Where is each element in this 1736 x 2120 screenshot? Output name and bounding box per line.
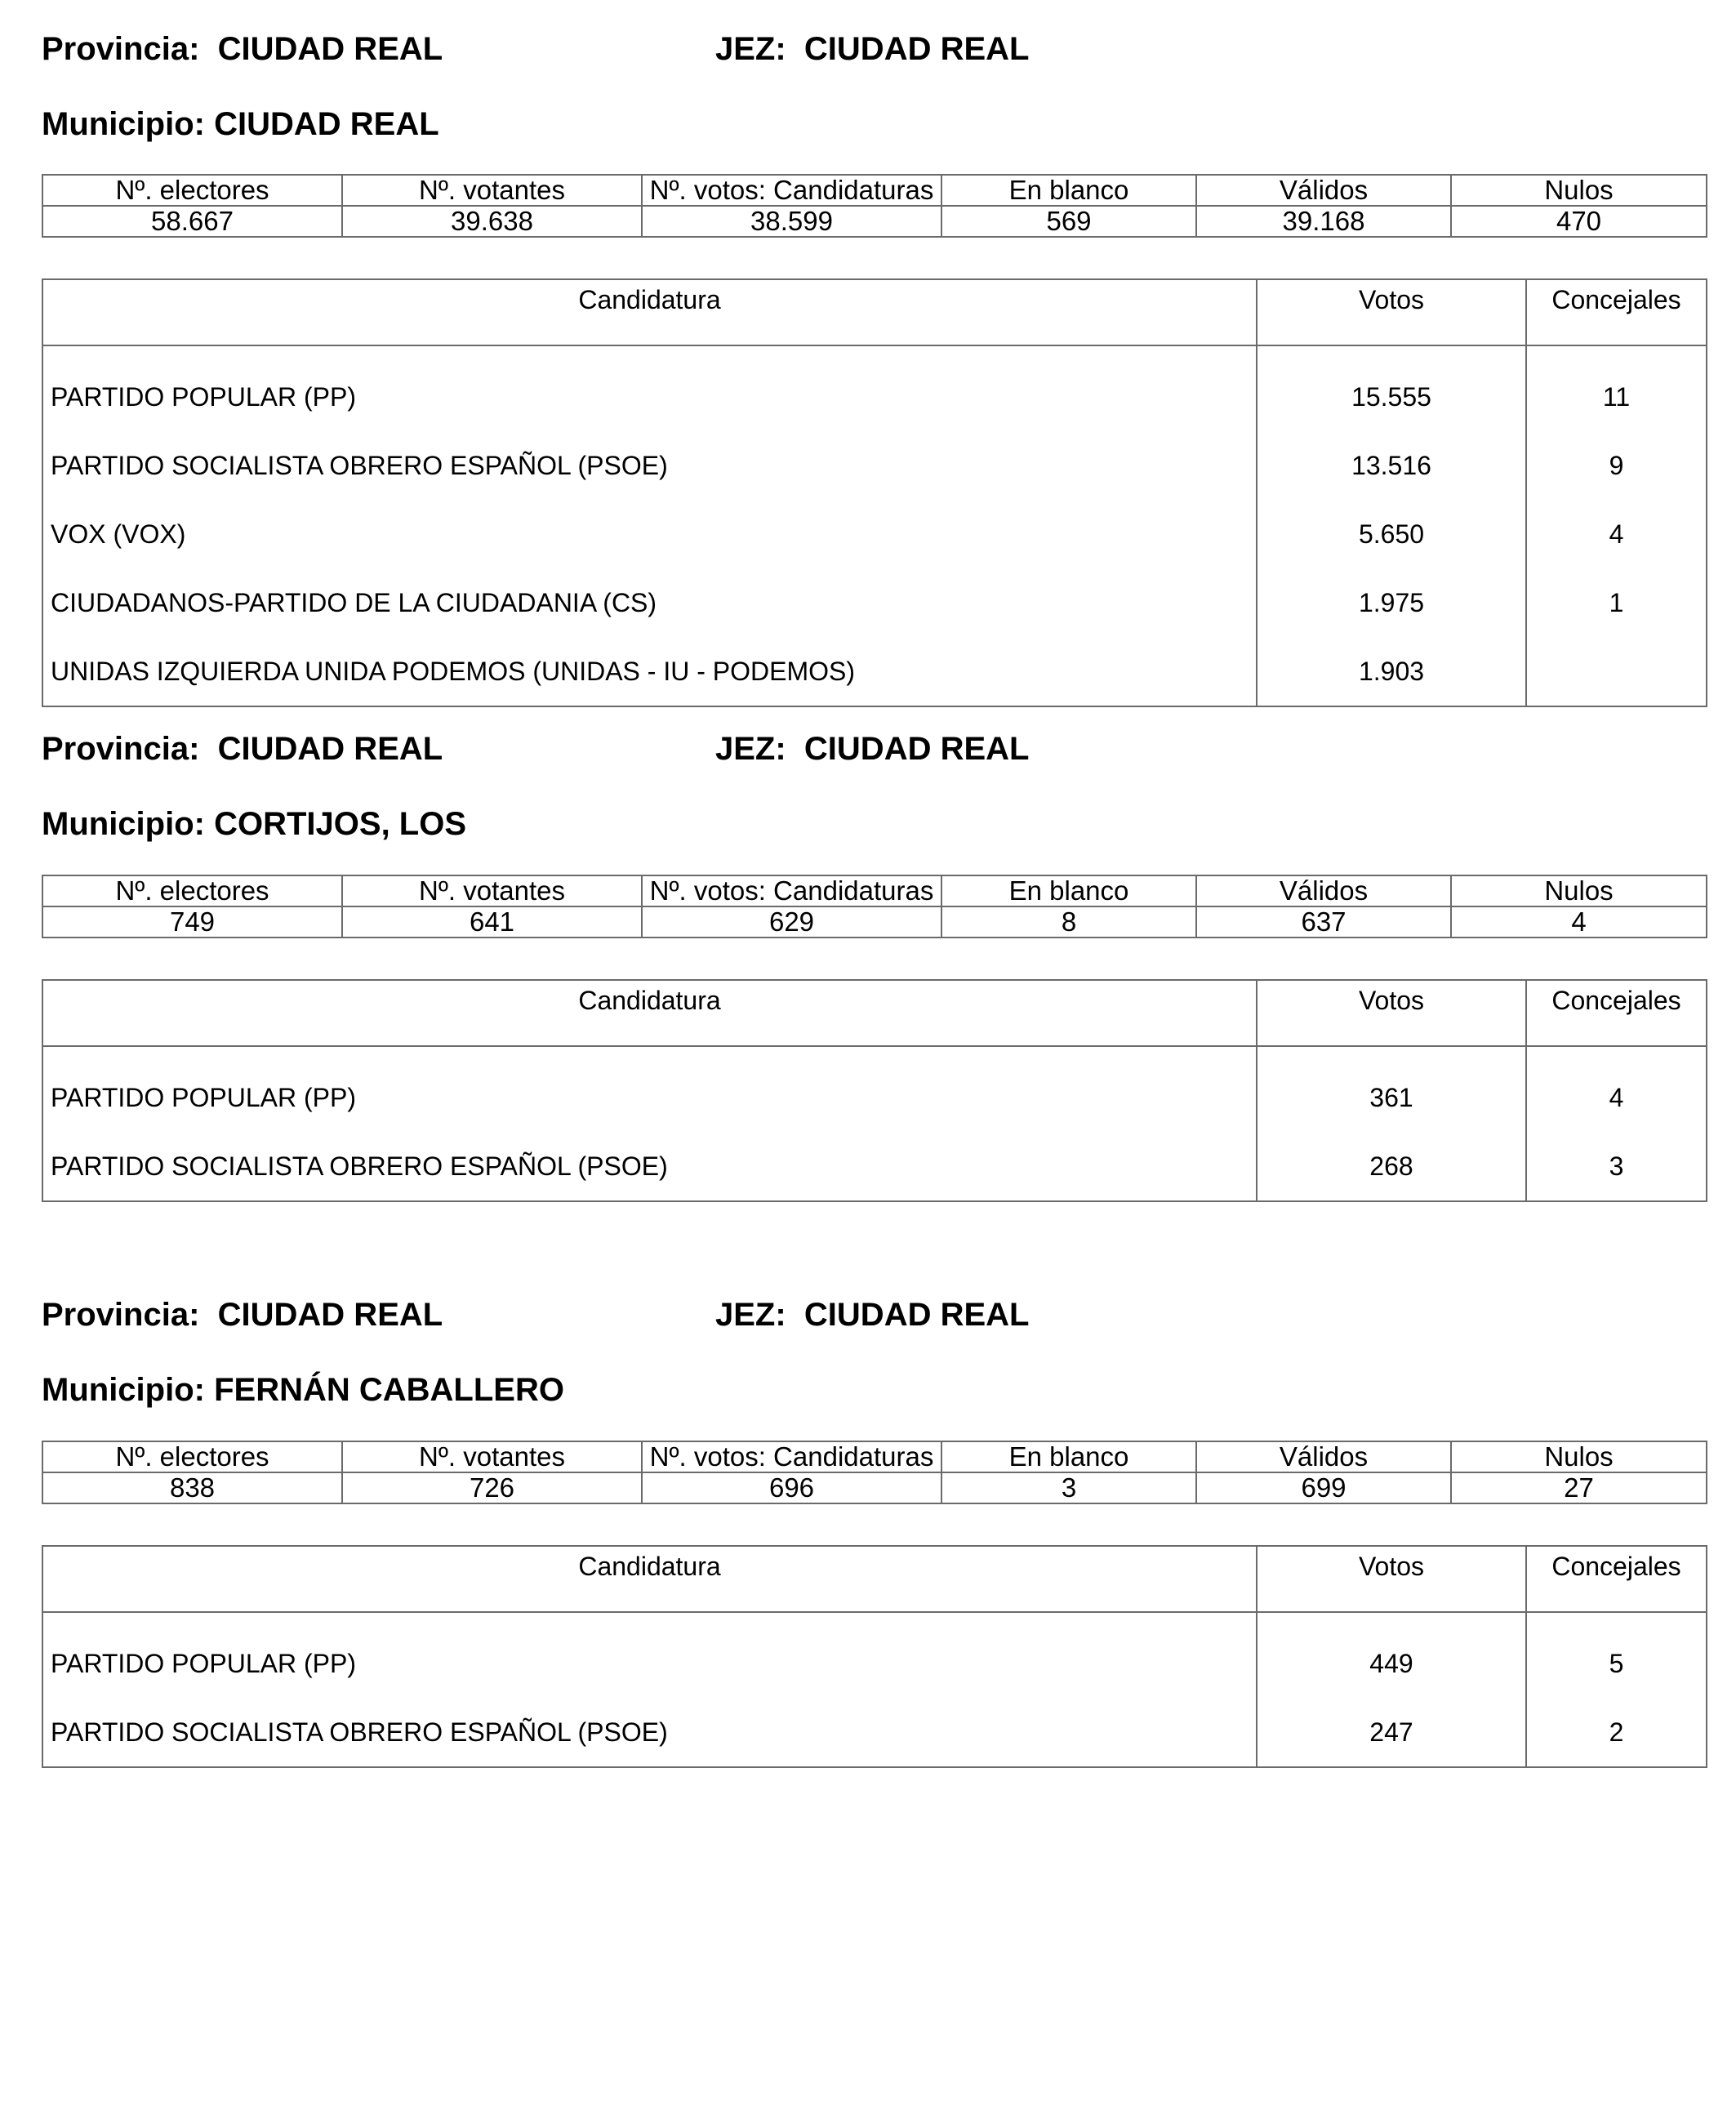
table-row — [42, 500, 1707, 568]
candidatura-name: CIUDADANOS-PARTIDO DE LA CIUDADANIA (CS) — [42, 568, 1257, 637]
summary-header-row — [42, 875, 1707, 906]
jez-label: JEZ: — [715, 1297, 786, 1333]
header-concejales: Concejales — [1526, 1546, 1707, 1612]
votos-value: 1.975 — [1257, 568, 1526, 637]
value-electores: 838 — [42, 1472, 342, 1503]
concejales-value: 9 — [1526, 431, 1707, 500]
header-electores: Nº. electores — [42, 1441, 342, 1472]
results-header-row — [42, 1546, 1707, 1612]
summary-value-row — [42, 1472, 1707, 1503]
value-nulos: 27 — [1451, 1472, 1707, 1503]
votos-value: 268 — [1257, 1132, 1526, 1201]
results-table — [42, 1545, 1707, 1768]
jez-heading — [715, 33, 1029, 65]
header-validos: Válidos — [1196, 875, 1451, 906]
value-votantes: 641 — [342, 906, 642, 938]
header-votos: Votos — [1257, 980, 1526, 1046]
municipio-value: FERNÁN CABALLERO — [214, 1372, 564, 1408]
summary-table — [42, 875, 1707, 938]
results-header-row — [42, 980, 1707, 1046]
municipio-value: CIUDAD REAL — [214, 106, 439, 142]
jez-label: JEZ: — [715, 31, 786, 67]
header-en-blanco: En blanco — [941, 175, 1196, 206]
table-row — [42, 1046, 1707, 1132]
table-row — [42, 1132, 1707, 1201]
votos-value: 449 — [1257, 1612, 1526, 1698]
concejales-value: 3 — [1526, 1132, 1707, 1201]
table-row — [42, 1698, 1707, 1767]
table-row — [42, 345, 1707, 431]
value-validos: 39.168 — [1196, 206, 1451, 237]
value-votantes: 726 — [342, 1472, 642, 1503]
value-electores: 749 — [42, 906, 342, 938]
summary-table — [42, 174, 1707, 238]
provincia-heading — [42, 33, 443, 65]
concejales-value: 4 — [1526, 1046, 1707, 1132]
header-nulos: Nulos — [1451, 1441, 1707, 1472]
summary-table — [42, 1441, 1707, 1504]
provincia-heading — [42, 1298, 443, 1331]
jez-value: CIUDAD REAL — [803, 731, 1030, 767]
votos-value: 361 — [1257, 1046, 1526, 1132]
votos-value: 13.516 — [1257, 431, 1526, 500]
concejales-value: 2 — [1526, 1698, 1707, 1767]
concejales-value: 5 — [1526, 1612, 1707, 1698]
provincia-heading — [42, 733, 443, 765]
value-votantes: 39.638 — [342, 206, 642, 237]
municipio-heading — [42, 808, 466, 840]
header-electores: Nº. electores — [42, 175, 342, 206]
header-votos-candidaturas: Nº. votos: Candidaturas — [642, 175, 941, 206]
summary-value-row — [42, 206, 1707, 237]
candidatura-name: UNIDAS IZQUIERDA UNIDA PODEMOS (UNIDAS - IU - PODEMOS) — [42, 637, 1257, 706]
municipio-heading — [42, 108, 439, 140]
header-nulos: Nulos — [1451, 175, 1707, 206]
value-en-blanco: 8 — [941, 906, 1196, 938]
municipio-label: Municipio: — [42, 1372, 205, 1408]
candidatura-name: PARTIDO POPULAR (PP) — [42, 1612, 1257, 1698]
header-concejales: Concejales — [1526, 279, 1707, 345]
municipio-label: Municipio: — [42, 806, 205, 842]
jez-heading — [715, 1298, 1029, 1331]
header-votos: Votos — [1257, 1546, 1526, 1612]
votos-value: 15.555 — [1257, 345, 1526, 431]
concejales-value — [1526, 637, 1707, 706]
header-candidatura: Candidatura — [42, 980, 1257, 1046]
header-votantes: Nº. votantes — [342, 175, 642, 206]
header-validos: Válidos — [1196, 175, 1451, 206]
municipio-heading — [42, 1374, 564, 1406]
header-en-blanco: En blanco — [941, 875, 1196, 906]
table-row — [42, 637, 1707, 706]
value-nulos: 4 — [1451, 906, 1707, 938]
header-votantes: Nº. votantes — [342, 875, 642, 906]
candidatura-name: PARTIDO SOCIALISTA OBRERO ESPAÑOL (PSOE) — [42, 431, 1257, 500]
municipio-value: CORTIJOS, LOS — [214, 806, 467, 842]
provincia-value: CIUDAD REAL — [217, 1297, 443, 1333]
value-en-blanco: 569 — [941, 206, 1196, 237]
candidatura-name: VOX (VOX) — [42, 500, 1257, 568]
provincia-value: CIUDAD REAL — [217, 31, 443, 67]
header-candidatura: Candidatura — [42, 279, 1257, 345]
value-validos: 699 — [1196, 1472, 1451, 1503]
value-electores: 58.667 — [42, 206, 342, 237]
value-votos-candidaturas: 629 — [642, 906, 941, 938]
jez-value: CIUDAD REAL — [803, 1297, 1030, 1333]
results-table — [42, 278, 1707, 707]
concejales-value: 11 — [1526, 345, 1707, 431]
value-nulos: 470 — [1451, 206, 1707, 237]
summary-value-row — [42, 906, 1707, 938]
value-en-blanco: 3 — [941, 1472, 1196, 1503]
concejales-value: 4 — [1526, 500, 1707, 568]
candidatura-name: PARTIDO POPULAR (PP) — [42, 345, 1257, 431]
value-votos-candidaturas: 696 — [642, 1472, 941, 1503]
header-votos: Votos — [1257, 279, 1526, 345]
header-validos: Válidos — [1196, 1441, 1451, 1472]
candidatura-name: PARTIDO SOCIALISTA OBRERO ESPAÑOL (PSOE) — [42, 1132, 1257, 1201]
header-en-blanco: En blanco — [941, 1441, 1196, 1472]
header-nulos: Nulos — [1451, 875, 1707, 906]
header-electores: Nº. electores — [42, 875, 342, 906]
votos-value: 1.903 — [1257, 637, 1526, 706]
municipio-label: Municipio: — [42, 106, 205, 142]
jez-value: CIUDAD REAL — [803, 31, 1030, 67]
provincia-label: Provincia: — [42, 31, 200, 67]
header-candidatura: Candidatura — [42, 1546, 1257, 1612]
table-row — [42, 1612, 1707, 1698]
provincia-value: CIUDAD REAL — [217, 731, 443, 767]
jez-heading — [715, 733, 1029, 765]
concejales-value: 1 — [1526, 568, 1707, 637]
header-votos-candidaturas: Nº. votos: Candidaturas — [642, 1441, 941, 1472]
votos-value: 247 — [1257, 1698, 1526, 1767]
votos-value: 5.650 — [1257, 500, 1526, 568]
table-row — [42, 568, 1707, 637]
results-header-row — [42, 279, 1707, 345]
table-row — [42, 431, 1707, 500]
candidatura-name: PARTIDO POPULAR (PP) — [42, 1046, 1257, 1132]
candidatura-name: PARTIDO SOCIALISTA OBRERO ESPAÑOL (PSOE) — [42, 1698, 1257, 1767]
value-votos-candidaturas: 38.599 — [642, 206, 941, 237]
value-validos: 637 — [1196, 906, 1451, 938]
summary-header-row — [42, 1441, 1707, 1472]
header-concejales: Concejales — [1526, 980, 1707, 1046]
results-table — [42, 979, 1707, 1202]
header-votantes: Nº. votantes — [342, 1441, 642, 1472]
header-votos-candidaturas: Nº. votos: Candidaturas — [642, 875, 941, 906]
jez-label: JEZ: — [715, 731, 786, 767]
summary-header-row — [42, 175, 1707, 206]
provincia-label: Provincia: — [42, 731, 200, 767]
provincia-label: Provincia: — [42, 1297, 200, 1333]
